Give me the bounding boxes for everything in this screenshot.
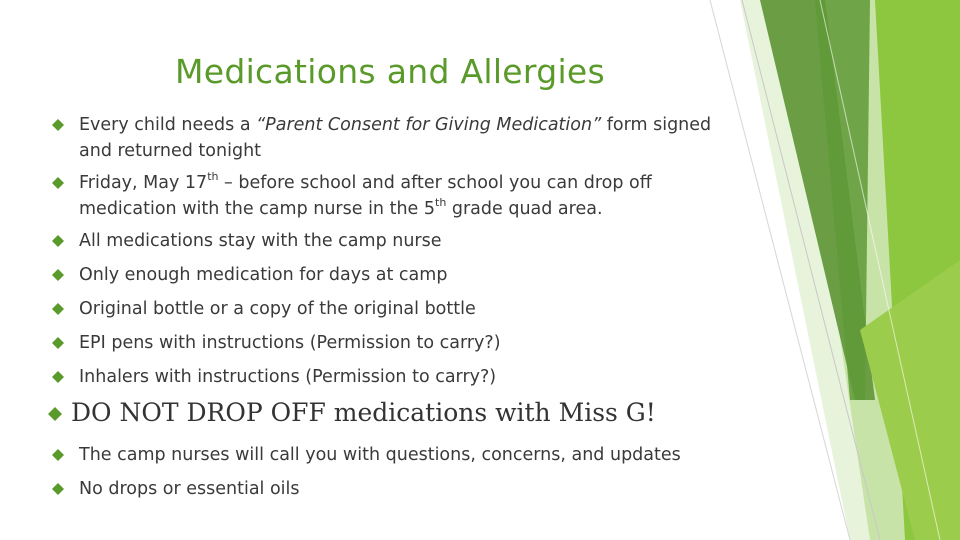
diamond-bullet-icon <box>52 303 64 315</box>
bullet-do-not-drop <box>48 397 738 429</box>
bullet-text: Inhalers with instructions (Permission to carry?) <box>79 367 497 387</box>
bullet-text-part: – before school and after school you can drop off medication with the camp nurse in the 5 <box>79 173 652 219</box>
bullet-text: No drops or essential oils <box>79 479 300 499</box>
ordinal-suffix: th <box>435 196 447 210</box>
bullet-text: The camp nurses will call you with questions, concerns, and updates <box>79 445 681 465</box>
bullet-consent-form <box>52 112 742 164</box>
bullet-no-drops <box>52 476 742 502</box>
bullet-text: EPI pens with instructions (Permission to carry?) <box>79 333 501 353</box>
slide-title: Medications and Allergies <box>174 52 606 91</box>
diamond-bullet-icon <box>52 235 64 247</box>
form-name: “Parent Consent for Giving Medication” <box>256 115 602 135</box>
bullet-text: Only enough medication for days at camp <box>79 265 448 285</box>
diamond-bullet-icon <box>52 371 64 383</box>
diamond-bullet-icon <box>52 449 64 461</box>
diamond-bullet-icon <box>48 407 62 421</box>
diamond-bullet-icon <box>52 177 64 189</box>
bullet-meds-stay <box>52 228 742 254</box>
bullet-dropoff-date <box>52 170 742 222</box>
bullet-text-part: Friday, May 17 <box>79 173 208 193</box>
diamond-bullet-icon <box>52 483 64 495</box>
diamond-bullet-icon <box>52 269 64 281</box>
bullet-text-part: Every child needs a <box>79 115 257 135</box>
bullet-text-part: form signed and returned tonight <box>79 115 712 161</box>
bullet-text: All medications stay with the camp nurse <box>79 231 442 251</box>
diamond-bullet-icon <box>52 337 64 349</box>
diamond-bullet-icon <box>52 119 64 131</box>
bullet-text <box>79 112 742 164</box>
bullet-enough-meds <box>52 262 742 288</box>
bullet-text: Original bottle or a copy of the original bottle <box>79 299 476 319</box>
bullet-original-bottle <box>52 296 742 322</box>
ordinal-suffix: th <box>207 170 219 184</box>
bullet-text: DO NOT DROP OFF medications with Miss G! <box>71 398 656 427</box>
bullet-inhalers <box>52 364 742 390</box>
bullet-text-part: grade quad area. <box>446 199 603 219</box>
bullet-nurses-call <box>52 442 742 468</box>
bullet-epi-pens <box>52 330 742 356</box>
bullet-text <box>79 170 742 222</box>
